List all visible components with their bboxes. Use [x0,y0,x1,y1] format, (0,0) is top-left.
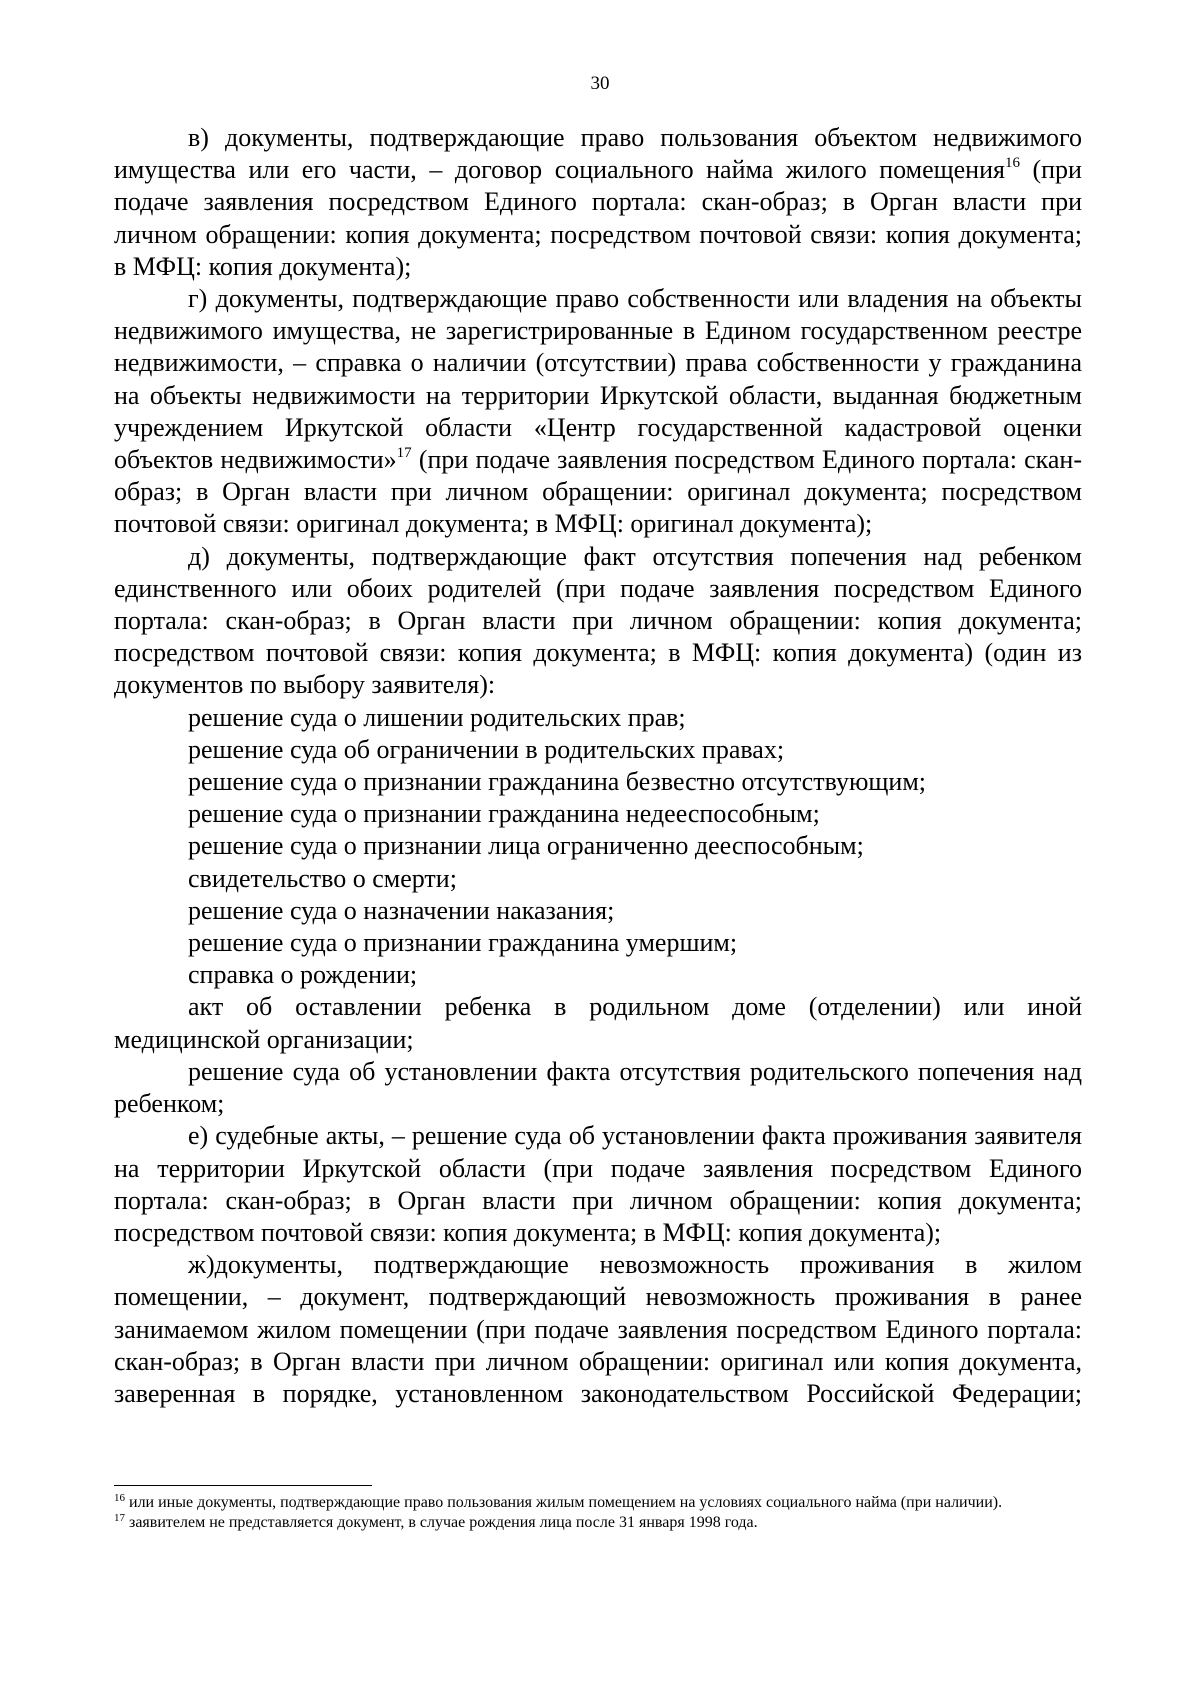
list-item: справка о рождении; [188,960,418,990]
paragraph-g-text-2: (при подаче заявления посредством Единого портала: скан-образ; в Орган власти при личном обращении: оригинал документа; посредством почтовой связи: оригинал документа; в МФЦ: оригинал документа); [114,445,1082,539]
paragraph-g [114,283,1082,541]
list-item: решение суда о признании гражданина недееспособным; [188,799,820,829]
footnote-17 [114,1513,1082,1533]
paragraph-e: е) судебные акты, – решение суда об установлении факта проживания заявителя на территории Иркутской области (при подаче заявления посредством Единого портала: скан-образ; в Орган власти при личном обращении: копия документа; посредством почтовой связи: копия документа; в МФЦ: копия документа); [114,1121,1082,1247]
paragraph-v [114,122,1082,283]
list-item: решение суда о признании гражданина безвестно отсутствующим; [188,767,926,797]
body-text [114,122,1082,1410]
paragraph-d: д) документы, подтверждающие факт отсутствия попечения над ребенком единственного или обоих родителей (при подаче заявления посредством Единого портала: скан-образ; в Орган власти при личном обращении: копия документа; посредством почтовой связи: копия документа; в МФЦ: копия документа) (один из документов по выбору заявителя): [114,541,1082,700]
paragraph-v-text-2: (при подаче заявления посредством Единого портала: скан-образ; в Орган власти при личном обращении: копия документа; посредством почтовой связи: копия документа; в МФЦ: копия документа); [114,155,1082,281]
footnote-ref-17[interactable]: 17 [396,445,412,462]
list-item: свидетельство о смерти; [188,863,457,893]
list-item-akt: акт об оставлении ребенка в родильном доме (отделении) или иной медицинской организации; [114,992,1082,1054]
list-item: решение суда о лишении родительских прав; [188,702,686,732]
footnote-17-text: заявителем не представляется документ, в случае рождения лица после 31 января 1998 года. [125,1514,758,1531]
list-item: решение суда об ограничении в родительских правах; [188,734,785,764]
list-item-fact: решение суда об установлении факта отсутствия родительского попечения над ребенком; [114,1056,1082,1119]
footnote-separator [114,1485,372,1486]
list-item: решение суда о признании гражданина умершим; [188,928,738,958]
footnote-16 [114,1493,1082,1513]
paragraph-v-text-1: в) документы, подтверждающие право пользования объектом недвижимого имущества или его части, – договор социального найма жилого помещения [114,123,1082,185]
footnote-mark-17: 17 [114,1512,125,1524]
footnote-16-text: или иные документы, подтверждающие право пользования жилым помещением на условиях социального найма (при наличии). [125,1494,1003,1511]
footnote-mark-16: 16 [114,1492,125,1504]
paragraph-zh: ж)документы, подтверждающие невозможность проживания в жилом помещении, – документ, подтверждающий невозможность проживания в ранее занимаемом жилом помещении (при подаче заявления посредством Единого портала: скан-образ; в Орган власти при личном обращении: оригинал или копия документа, заверенная в порядке, установленном законодательством Российской Федерации; [114,1250,1082,1408]
footnote-ref-16[interactable]: 16 [1004,155,1020,172]
footnotes [114,1493,1082,1533]
list-item: решение суда о признании лица ограниченно дееспособным; [188,831,864,861]
page-number: 30 [590,73,610,94]
paragraph-g-text-1: г) документы, подтверждающие право собственности или владения на объекты недвижимого имущества, не зарегистрированные в Едином государственном реестре недвижимости, – справка о наличии (отсутствии) права собственности у гражданина на объекты недвижимости на территории Иркутской области, выданная бюджетным учреждением Иркутской области «Центр государственной кадастровой оценки объектов недвижимости» [114,284,1082,475]
list-item: решение суда о назначении наказания; [188,895,615,925]
